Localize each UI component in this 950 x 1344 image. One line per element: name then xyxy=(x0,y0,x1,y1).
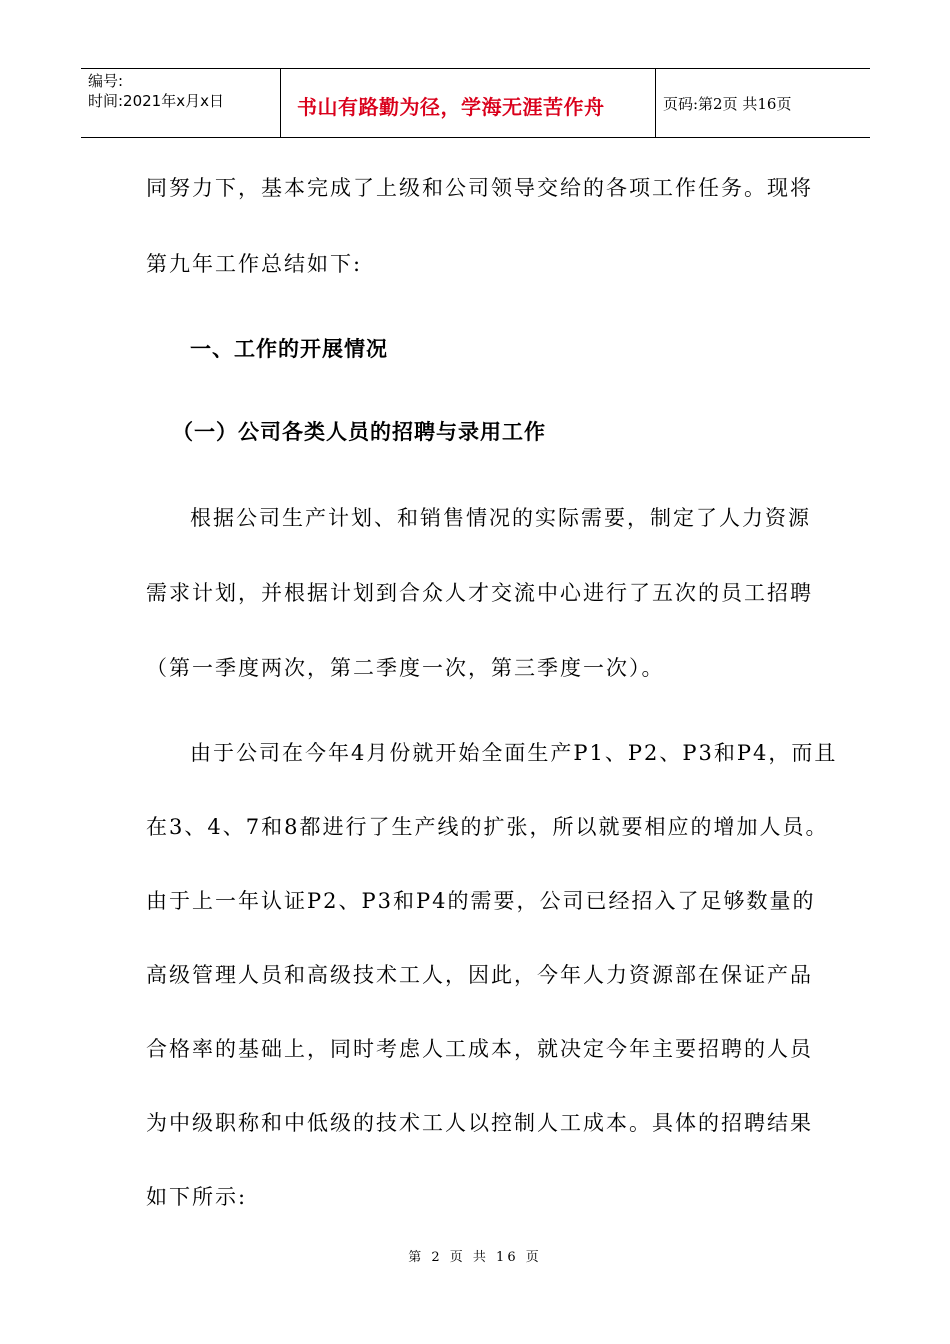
body-line: 根据公司生产计划、和销售情况的实际需要，制定了人力资源 xyxy=(190,506,811,530)
document-number-label: 编号: xyxy=(88,72,124,90)
header-page-info: 页码:第2页 共16页 xyxy=(663,95,792,113)
body-line: 需求计划，并根据计划到合众人才交流中心进行了五次的员工招聘 xyxy=(146,581,813,605)
header-motto: 书山有路勤为径，学海无涯苦作舟 xyxy=(297,95,605,119)
body-line: 高级管理人员和高级技术工人，因此，今年人力资源部在保证产品 xyxy=(146,963,813,987)
page-footer: 第 2 页 共 16 页 xyxy=(408,1250,542,1265)
subsection-heading: （一）公司各类人员的招聘与录用工作 xyxy=(172,420,546,444)
page-header xyxy=(81,68,870,138)
body-line: 第九年工作总结如下: xyxy=(146,252,363,276)
body-line: 合格率的基础上，同时考虑人工成本，就决定今年主要招聘的人员 xyxy=(146,1037,813,1061)
header-motto-cell xyxy=(281,69,656,137)
section-heading: 一、工作的开展情况 xyxy=(190,337,388,361)
header-meta-cell xyxy=(81,69,281,137)
body-line: 为中级职称和中低级的技术工人以控制人工成本。具体的招聘结果 xyxy=(146,1111,813,1135)
body-line: 由于公司在今年4月份就开始全面生产P1、P2、P3和P4，而且 xyxy=(190,741,838,765)
body-line: 在3、4、7和8都进行了生产线的扩张，所以就要相应的增加人员。 xyxy=(146,815,829,839)
body-line: （第一季度两次，第二季度一次，第三季度一次）。 xyxy=(146,656,665,680)
body-line: 如下所示: xyxy=(146,1185,248,1209)
body-line: 同努力下，基本完成了上级和公司领导交给的各项工作任务。现将 xyxy=(146,176,813,200)
body-line: 由于上一年认证P2、P3和P4的需要，公司已经招入了足够数量的 xyxy=(146,889,816,913)
document-date-label: 时间:2021年x月x日 xyxy=(88,92,224,110)
